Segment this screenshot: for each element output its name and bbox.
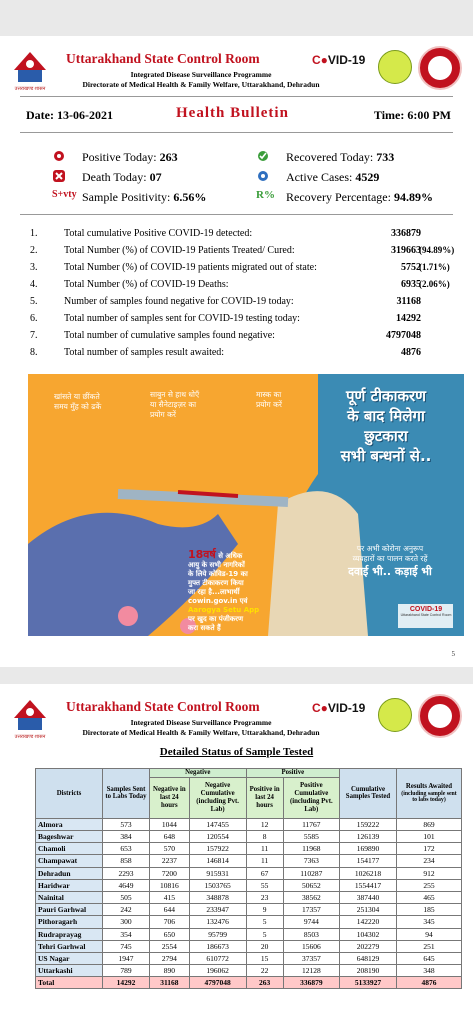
header-subtitle-2: Directorate of Medical Health & Family Welfare, Uttarakhand, Dehradun bbox=[82, 80, 320, 89]
virus-icon bbox=[52, 149, 66, 163]
value-cell: 610772 bbox=[189, 952, 246, 964]
page-header bbox=[0, 684, 473, 744]
value-cell: 345 bbox=[397, 916, 462, 928]
value-cell: 4649 bbox=[103, 879, 150, 891]
value-cell: 10816 bbox=[150, 879, 190, 891]
district-cell: Bageshwar bbox=[36, 831, 103, 843]
value-cell: 146814 bbox=[189, 855, 246, 867]
bulletin-header-row bbox=[26, 105, 451, 126]
value-cell: 50652 bbox=[283, 879, 339, 891]
positivity-icon: S+vty bbox=[52, 189, 77, 200]
district-cell: Dehradun bbox=[36, 867, 103, 879]
bulletin-page-2 bbox=[0, 684, 473, 1024]
district-cell: Chamoli bbox=[36, 843, 103, 855]
list-item: 4. Total Number (%) of COVID-19 Deaths: 6935 (2.06%) bbox=[30, 279, 450, 290]
col-negative-cumulative: Negative Cumulative (including Pvt. Lab) bbox=[189, 777, 246, 818]
table-row bbox=[36, 916, 462, 928]
table-row bbox=[36, 904, 462, 916]
value-cell: 154177 bbox=[340, 855, 397, 867]
value-cell: 196062 bbox=[189, 965, 246, 977]
value-cell: 15 bbox=[246, 952, 283, 964]
value-cell: 1026218 bbox=[340, 867, 397, 879]
death-icon bbox=[52, 169, 66, 183]
value-cell: 147455 bbox=[189, 818, 246, 830]
logo-caption: उत्तराखण्ड शासन bbox=[14, 735, 46, 740]
district-cell: Nainital bbox=[36, 891, 103, 903]
value-cell: 300 bbox=[103, 916, 150, 928]
table-row bbox=[36, 818, 462, 830]
header-subtitle-1: Integrated Disease Surveillance Programme bbox=[130, 70, 272, 79]
idsp-emblem-icon bbox=[378, 698, 412, 732]
col-positive-24h: Positive in last 24 hours bbox=[246, 777, 283, 818]
value-cell: 5133927 bbox=[340, 977, 397, 989]
value-cell: 465 bbox=[397, 891, 462, 903]
sample-status-table bbox=[35, 768, 462, 989]
list-item: 7. Total number of cumulative samples found negative: 4797048 bbox=[30, 330, 421, 341]
value-cell: 653 bbox=[103, 843, 150, 855]
value-cell: 157922 bbox=[189, 843, 246, 855]
col-samples-sent: Samples Sent to Labs Today bbox=[103, 769, 150, 819]
col-cumulative-tested: Cumulative Samples Tested bbox=[340, 769, 397, 819]
value-cell: 12 bbox=[246, 818, 283, 830]
list-item: 5. Number of samples found negative for COVID-19 today: 31168 bbox=[30, 296, 421, 307]
district-cell: Pauri Garhwal bbox=[36, 904, 103, 916]
page-header bbox=[0, 36, 473, 96]
value-cell: 120554 bbox=[189, 831, 246, 843]
col-group-negative: Negative bbox=[150, 769, 247, 778]
value-cell: 67 bbox=[246, 867, 283, 879]
col-negative-24h: Negative in last 24 hours bbox=[150, 777, 190, 818]
table-row bbox=[36, 879, 462, 891]
value-cell: 644 bbox=[150, 904, 190, 916]
bulletin-date: Date: 13-06-2021 bbox=[26, 108, 113, 122]
header-title: Uttarakhand State Control Room bbox=[66, 51, 260, 66]
value-cell: 648 bbox=[150, 831, 190, 843]
district-cell: Champawat bbox=[36, 855, 103, 867]
value-cell: 104302 bbox=[340, 928, 397, 940]
bulletin-page-1: उत्तराखण्ड शासन Uttarakhand State Control Room C●VID-19 Integrated Disease Surveillance Programme Directorate of Medical Health & Family Welfare, Uttarakhand, Dehradun Date: 13-06-2021 Health Bulletin Time: 6:00 PM Positive Today: 263 Death Today: 07 S+vty Sample Positivity: 6.56% Recovered Today: 733 Active Cases: 4529 R% Recovery Percentage: 94.89% 1. Total cumulative Positive COVID-19 detected: 336879 2. Total Number (%) of COVID-19 Patients Treated/ Cured: 319663 (94.89%) 3. Total Number (%) of COVID-19 patients migrated out of state: 5752 (1.71%) 4. Total Number (%) of COVID-19 Deaths: 6935 (2.06%) 5. Number of samples found negative for COVID-19 today: 31168 6. Total number of samples sent for COVID-19 testing today: 14292 7. Total number of cumulative samples found negative: 4797048 8. Total number of samples result awaited: 4876 खांसते या छींकते समय मुँह को ढकें साबुन से हाथ धोएँ या सैनेटाइज़र का प्रयोग करें मास्क का प्रयोग करें पूर्ण टीकाकरण के बाद मिलेगा छुटकारा सभी बन्धनों से.. 18वर्ष से अधिक आयु के सभी नागरिकों के लिये कोविड-19 का मुफ्त टीकाकरण किया जा रहा है...लाभार्थी cowin.gov.in एवं Aarogya Setu App पर खुद का पंजीकरण करा सकते हैं पर अभी कोरोना अनुरूप व्यवहारों का पालन करते रहें दवाई भी.. कड़ाई भी COVID-19 Uttarakhand State Control Room 5 bbox=[0, 36, 473, 667]
value-cell: 185 bbox=[397, 904, 462, 916]
divider bbox=[20, 132, 453, 133]
value-cell: 869 bbox=[397, 818, 462, 830]
value-cell: 4797048 bbox=[189, 977, 246, 989]
covid-logo: C●VID-19 bbox=[312, 53, 366, 67]
col-districts: Districts bbox=[36, 769, 103, 819]
value-cell: 251304 bbox=[340, 904, 397, 916]
banner-headline: पूर्ण टीकाकरण के बाद मिलेगा छुटकारा सभी बन्धनों से.. bbox=[340, 387, 432, 465]
value-cell: 570 bbox=[150, 843, 190, 855]
divider bbox=[20, 96, 453, 97]
value-cell: 31168 bbox=[150, 977, 190, 989]
list-item: 8. Total number of samples result awaited: 4876 bbox=[30, 347, 421, 358]
logo-caption: उत्तराखण्ड शासन bbox=[14, 87, 46, 92]
list-item: 3. Total Number (%) of COVID-19 patients migrated out of state: 5752 (1.71%) bbox=[30, 262, 450, 273]
uttarakhand-emblem-icon bbox=[10, 50, 50, 88]
table-total-row bbox=[36, 977, 462, 989]
value-cell: 745 bbox=[103, 940, 150, 952]
list-item: 2. Total Number (%) of COVID-19 Patients Treated/ Cured: 319663 (94.89%) bbox=[30, 245, 455, 256]
table-row bbox=[36, 831, 462, 843]
covid-logo: C●VID-19 bbox=[312, 701, 366, 715]
value-cell: 2237 bbox=[150, 855, 190, 867]
value-cell: 7363 bbox=[283, 855, 339, 867]
value-cell: 208190 bbox=[340, 965, 397, 977]
table-row bbox=[36, 843, 462, 855]
value-cell: 1503765 bbox=[189, 879, 246, 891]
district-cell: Haridwar bbox=[36, 879, 103, 891]
table-row bbox=[36, 940, 462, 952]
value-cell: 251 bbox=[397, 940, 462, 952]
value-cell: 573 bbox=[103, 818, 150, 830]
value-cell: 384 bbox=[103, 831, 150, 843]
idsp-emblem-icon bbox=[378, 50, 412, 84]
value-cell: 650 bbox=[150, 928, 190, 940]
value-cell: 169890 bbox=[340, 843, 397, 855]
value-cell: 159222 bbox=[340, 818, 397, 830]
bulletin-time: Time: 6:00 PM bbox=[373, 108, 451, 122]
value-cell: 233947 bbox=[189, 904, 246, 916]
value-cell: 8 bbox=[246, 831, 283, 843]
list-item: 1. Total cumulative Positive COVID-19 detected: 336879 bbox=[30, 228, 421, 239]
value-cell: 37357 bbox=[283, 952, 339, 964]
page-number: 5 bbox=[451, 650, 455, 658]
header-subtitle-1: Integrated Disease Surveillance Programme bbox=[130, 718, 272, 727]
vaccination-banner bbox=[28, 374, 464, 636]
value-cell: 645 bbox=[397, 952, 462, 964]
value-cell: 20 bbox=[246, 940, 283, 952]
nhm-emblem-icon bbox=[418, 694, 462, 738]
tip-mask: मास्क का प्रयोग करें bbox=[256, 390, 282, 409]
district-cell: Rudraprayag bbox=[36, 928, 103, 940]
active-cases-icon bbox=[256, 169, 270, 183]
value-cell: 95799 bbox=[189, 928, 246, 940]
value-cell: 5 bbox=[246, 916, 283, 928]
table-body bbox=[36, 818, 462, 989]
value-cell: 912 bbox=[397, 867, 462, 879]
value-cell: 242 bbox=[103, 904, 150, 916]
table-row bbox=[36, 855, 462, 867]
value-cell: 890 bbox=[150, 965, 190, 977]
value-cell: 1947 bbox=[103, 952, 150, 964]
value-cell: 23 bbox=[246, 891, 283, 903]
value-cell: 15606 bbox=[283, 940, 339, 952]
recovery-percent-icon: R% bbox=[256, 189, 275, 201]
value-cell: 255 bbox=[397, 879, 462, 891]
value-cell: 348 bbox=[397, 965, 462, 977]
district-cell: Almora bbox=[36, 818, 103, 830]
value-cell: 915931 bbox=[189, 867, 246, 879]
value-cell: 263 bbox=[246, 977, 283, 989]
value-cell: 126139 bbox=[340, 831, 397, 843]
table-row bbox=[36, 928, 462, 940]
district-cell: Tehri Garhwal bbox=[36, 940, 103, 952]
value-cell: 9744 bbox=[283, 916, 339, 928]
value-cell: 22 bbox=[246, 965, 283, 977]
tip-handwash: साबुन से हाथ धोएँ या सैनेटाइज़र का प्रयोग करें bbox=[150, 390, 200, 419]
value-cell: 110287 bbox=[283, 867, 339, 879]
value-cell: 55 bbox=[246, 879, 283, 891]
value-cell: 186673 bbox=[189, 940, 246, 952]
table-row bbox=[36, 891, 462, 903]
district-cell: US Nagar bbox=[36, 952, 103, 964]
header-title: Uttarakhand State Control Room bbox=[66, 699, 260, 714]
district-cell: Uttarkashi bbox=[36, 965, 103, 977]
banner-message: 18वर्ष से अधिक आयु के सभी नागरिकों के लिये कोविड-19 का मुफ्त टीकाकरण किया जा रहा है...लाभार्थी cowin.gov.in एवं Aarogya Setu App पर खुद का पंजीकरण करा सकते हैं bbox=[188, 548, 260, 632]
section-title: Detailed Status of Sample Tested bbox=[159, 746, 314, 758]
value-cell: 5 bbox=[246, 928, 283, 940]
banner-logo: COVID-19 Uttarakhand State Control Room bbox=[400, 606, 452, 617]
value-cell: 17357 bbox=[283, 904, 339, 916]
table-row bbox=[36, 867, 462, 879]
value-cell: 415 bbox=[150, 891, 190, 903]
value-cell: 505 bbox=[103, 891, 150, 903]
value-cell: 132476 bbox=[189, 916, 246, 928]
value-cell: 354 bbox=[103, 928, 150, 940]
value-cell: 387440 bbox=[340, 891, 397, 903]
value-cell: 11968 bbox=[283, 843, 339, 855]
value-cell: 11767 bbox=[283, 818, 339, 830]
value-cell: 202279 bbox=[340, 940, 397, 952]
value-cell: 858 bbox=[103, 855, 150, 867]
value-cell: 648129 bbox=[340, 952, 397, 964]
table-row bbox=[36, 952, 462, 964]
district-cell: Pithoragarh bbox=[36, 916, 103, 928]
col-results-awaited: Results Awaited (including sample sent to labs today) bbox=[397, 769, 462, 819]
value-cell: 14292 bbox=[103, 977, 150, 989]
value-cell: 1554417 bbox=[340, 879, 397, 891]
value-cell: 4876 bbox=[397, 977, 462, 989]
value-cell: 336879 bbox=[283, 977, 339, 989]
nhm-emblem-icon bbox=[418, 46, 462, 90]
list-item: 6. Total number of samples sent for COVID-19 testing today: 14292 bbox=[30, 313, 421, 324]
header-subtitle-2: Directorate of Medical Health & Family Welfare, Uttarakhand, Dehradun bbox=[82, 728, 320, 737]
value-cell: 12128 bbox=[283, 965, 339, 977]
value-cell: 5585 bbox=[283, 831, 339, 843]
value-cell: 7200 bbox=[150, 867, 190, 879]
value-cell: 2293 bbox=[103, 867, 150, 879]
value-cell: 11 bbox=[246, 843, 283, 855]
col-group-positive: Positive bbox=[246, 769, 339, 778]
value-cell: 348878 bbox=[189, 891, 246, 903]
table-row bbox=[36, 965, 462, 977]
banner-right-message: पर अभी कोरोना अनुरूप व्यवहारों का पालन करते रहें दवाई भी.. कड़ाई भी bbox=[348, 544, 432, 578]
value-cell: 101 bbox=[397, 831, 462, 843]
uttarakhand-emblem-icon bbox=[10, 698, 50, 736]
bulletin-heading: Health Bulletin bbox=[176, 105, 289, 121]
recovered-icon bbox=[256, 149, 270, 163]
col-positive-cumulative: Positive Cumulative (including Pvt. Lab) bbox=[283, 777, 339, 818]
value-cell: 789 bbox=[103, 965, 150, 977]
value-cell: 234 bbox=[397, 855, 462, 867]
value-cell: 706 bbox=[150, 916, 190, 928]
value-cell: 172 bbox=[397, 843, 462, 855]
value-cell: 1044 bbox=[150, 818, 190, 830]
value-cell: 11 bbox=[246, 855, 283, 867]
value-cell: 94 bbox=[397, 928, 462, 940]
value-cell: 2794 bbox=[150, 952, 190, 964]
value-cell: 2554 bbox=[150, 940, 190, 952]
divider bbox=[20, 214, 453, 215]
tip-cough: खांसते या छींकते समय मुँह को ढकें bbox=[54, 392, 102, 411]
district-cell: Total bbox=[36, 977, 103, 989]
value-cell: 8503 bbox=[283, 928, 339, 940]
value-cell: 38562 bbox=[283, 891, 339, 903]
value-cell: 142220 bbox=[340, 916, 397, 928]
value-cell: 9 bbox=[246, 904, 283, 916]
